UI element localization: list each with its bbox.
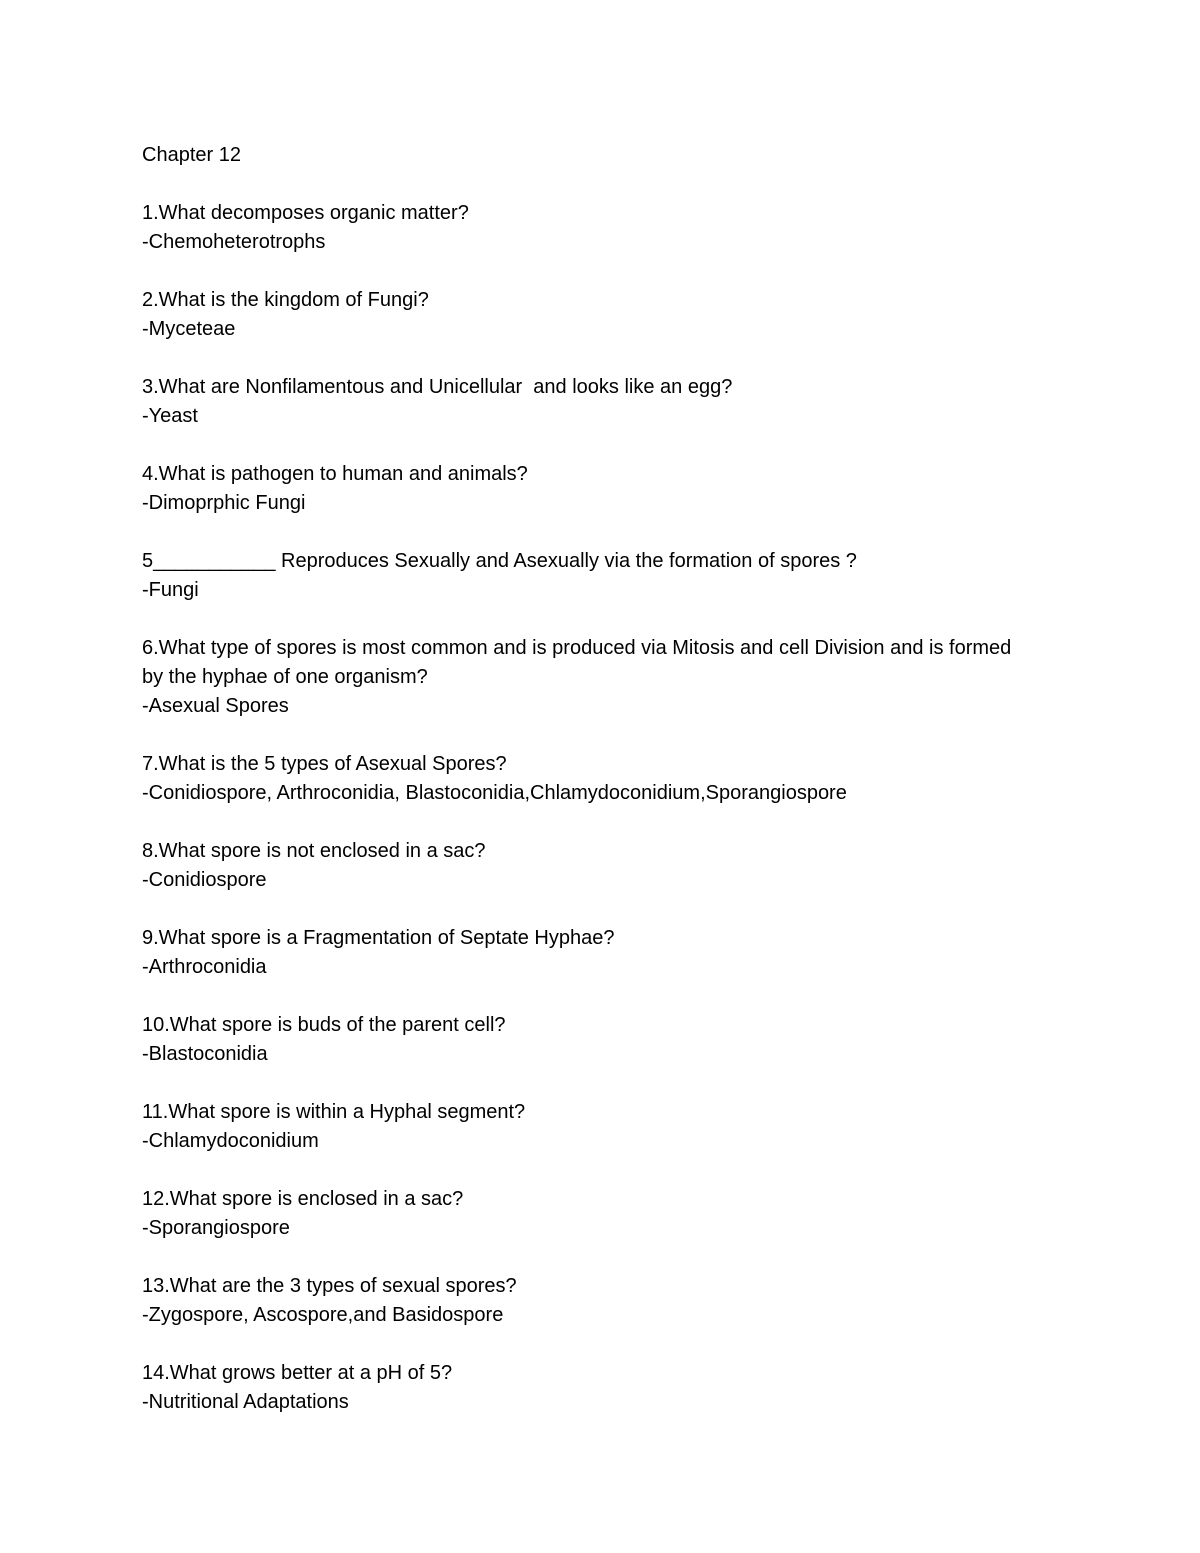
question-9: 9.What spore is a Fragmentation of Septate Hyphae? bbox=[142, 927, 615, 949]
question-14: 14.What grows better at a pH of 5? bbox=[142, 1362, 453, 1384]
question-10: 10.What spore is buds of the parent cell? bbox=[142, 1014, 506, 1036]
qa-item-7 bbox=[142, 750, 1042, 808]
qa-item-9 bbox=[142, 924, 1042, 982]
document-body bbox=[142, 141, 1042, 1446]
answer-7: -Conidiospore, Arthroconidia, Blastoconidia,Chlamydoconidium,Sporangiospore bbox=[142, 782, 847, 804]
question-4: 4.What is pathogen to human and animals? bbox=[142, 463, 528, 485]
qa-item-3 bbox=[142, 373, 1042, 431]
question-6: 6.What type of spores is most common and is produced via Mitosis and cell Division and is formed by the hyphae of one organism? bbox=[142, 637, 1012, 688]
answer-14: -Nutritional Adaptations bbox=[142, 1391, 349, 1413]
question-5: 5___________ Reproduces Sexually and Asexually via the formation of spores ? bbox=[142, 550, 857, 572]
qa-item-12 bbox=[142, 1185, 1042, 1243]
answer-10: -Blastoconidia bbox=[142, 1043, 268, 1065]
answer-2: -Myceteae bbox=[142, 318, 236, 340]
qa-item-11 bbox=[142, 1098, 1042, 1156]
answer-5: -Fungi bbox=[142, 579, 199, 601]
question-13: 13.What are the 3 types of sexual spores? bbox=[142, 1275, 517, 1297]
answer-9: -Arthroconidia bbox=[142, 956, 267, 978]
answer-12: -Sporangiospore bbox=[142, 1217, 290, 1239]
qa-item-13 bbox=[142, 1272, 1042, 1330]
answer-4: -Dimoprphic Fungi bbox=[142, 492, 306, 514]
question-3: 3.What are Nonfilamentous and Unicellular and looks like an egg? bbox=[142, 376, 733, 398]
qa-item-8 bbox=[142, 837, 1042, 895]
question-12: 12.What spore is enclosed in a sac? bbox=[142, 1188, 464, 1210]
answer-11: -Chlamydoconidium bbox=[142, 1130, 319, 1152]
answer-8: -Conidiospore bbox=[142, 869, 267, 891]
qa-item-1 bbox=[142, 199, 1042, 257]
question-1: 1.What decomposes organic matter? bbox=[142, 202, 469, 224]
qa-item-2 bbox=[142, 286, 1042, 344]
qa-item-14 bbox=[142, 1359, 1042, 1417]
question-11: 11.What spore is within a Hyphal segment? bbox=[142, 1101, 526, 1123]
qa-item-4 bbox=[142, 460, 1042, 518]
qa-item-10 bbox=[142, 1011, 1042, 1069]
question-2: 2.What is the kingdom of Fungi? bbox=[142, 289, 429, 311]
chapter-title: Chapter 12 bbox=[142, 144, 241, 166]
qa-item-6 bbox=[142, 634, 1042, 721]
answer-1: -Chemoheterotrophs bbox=[142, 231, 326, 253]
qa-item-5 bbox=[142, 547, 1042, 605]
answer-3: -Yeast bbox=[142, 405, 198, 427]
question-8: 8.What spore is not enclosed in a sac? bbox=[142, 840, 486, 862]
answer-6: -Asexual Spores bbox=[142, 695, 289, 717]
question-7: 7.What is the 5 types of Asexual Spores? bbox=[142, 753, 507, 775]
answer-13: -Zygospore, Ascospore,and Basidospore bbox=[142, 1304, 504, 1326]
